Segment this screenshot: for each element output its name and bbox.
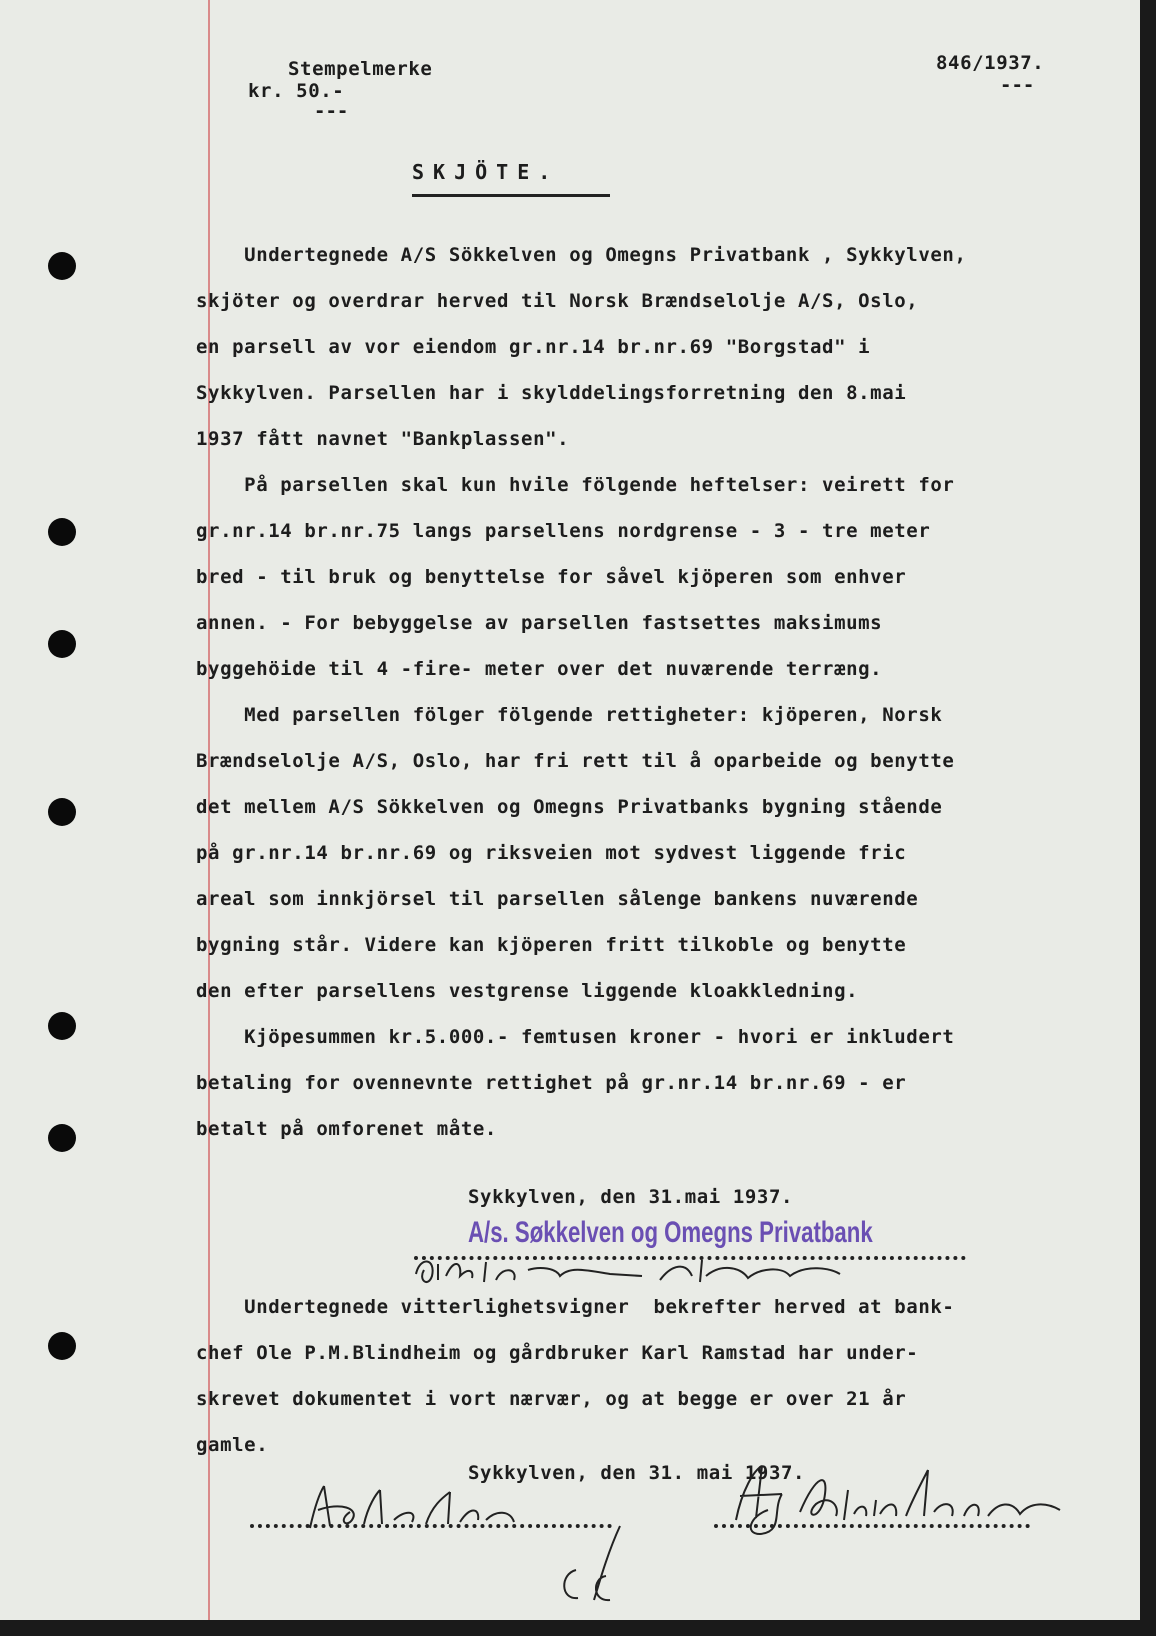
witness-signature-right bbox=[720, 1460, 1100, 1540]
body-line: gr.nr.14 br.nr.75 langs parsellens nordgrense - 3 - tre meter bbox=[196, 520, 931, 542]
witness-line: chef Ole P.M.Blindheim og gårdbruker Karl Ramstad har under- bbox=[196, 1342, 919, 1364]
punch-hole bbox=[48, 1332, 76, 1360]
body-line: det mellem A/S Sökkelven og Omegns Privatbanks bygning stående bbox=[196, 796, 943, 818]
body-line: bred - til bruk og benyttelse for såvel kjöperen som enhver bbox=[196, 566, 907, 588]
body-line: På parsellen skal kun hvile fölgende heftelser: veirett for bbox=[196, 474, 955, 496]
body-line: Brændselolje A/S, Oslo, har fri rett til å oparbeide og benytte bbox=[196, 750, 955, 772]
body-line: Med parsellen fölger fölgende rettigheter: kjöperen, Norsk bbox=[196, 704, 943, 726]
punch-hole bbox=[48, 252, 76, 280]
body-line: den efter parsellens vestgrense liggende kloakkledning. bbox=[196, 980, 859, 1002]
punch-hole bbox=[48, 1012, 76, 1040]
body-line: areal som innkjörsel til parsellen sålenge bankens nuværende bbox=[196, 888, 919, 910]
body-line: Sykkylven. Parsellen har i skylddelingsforretning den 8.mai bbox=[196, 382, 907, 404]
body-line: betalt på omforenet måte. bbox=[196, 1118, 497, 1140]
punch-hole bbox=[48, 630, 76, 658]
body-line: Kjöpesummen kr.5.000.- femtusen kroner - hvori er inkludert bbox=[196, 1026, 955, 1048]
signature-line-1 bbox=[414, 1256, 966, 1260]
witness-line: gamle. bbox=[196, 1434, 269, 1456]
body-line: byggehöide til 4 -fire- meter over det nuværende terræng. bbox=[196, 658, 883, 680]
stamp-dashes: --- bbox=[314, 100, 349, 122]
body-line: annen. - For bebyggelse av parsellen fastsettes maksimums bbox=[196, 612, 883, 634]
place-date-1: Sykkylven, den 31.mai 1937. bbox=[468, 1186, 794, 1208]
body-line: bygning står. Videre kan kjöperen fritt tilkoble og benytte bbox=[196, 934, 907, 956]
body-line: skjöter og overdrar herved til Norsk Brændselolje A/S, Oslo, bbox=[196, 290, 919, 312]
stamp-value: kr. 50.- bbox=[248, 80, 345, 102]
punch-hole bbox=[48, 1124, 76, 1152]
punch-hole bbox=[48, 798, 76, 826]
bank-stamp: A/s. Søkkelven og Omegns Privatbank bbox=[468, 1216, 873, 1249]
body-line: en parsell av vor eiendom gr.nr.14 br.nr.69 "Borgstad" i bbox=[196, 336, 871, 358]
body-line: 1937 fått navnet "Bankplassen". bbox=[196, 428, 570, 450]
witness-signature-line-right bbox=[714, 1524, 1030, 1528]
handwritten-mark bbox=[548, 1520, 648, 1610]
witness-line: skrevet dokumentet i vort nærvær, og at begge er over 21 år bbox=[196, 1388, 907, 1410]
place-date-2: Sykkylven, den 31. mai 1937. bbox=[468, 1462, 806, 1484]
stamp-label: Stempelmerke bbox=[288, 58, 433, 80]
document-number: 846/1937. bbox=[936, 52, 1045, 74]
witness-line: Undertegnede vitterlighetsvigner bekrefter herved at bank- bbox=[196, 1296, 955, 1318]
title-underline bbox=[412, 194, 610, 197]
punch-hole bbox=[48, 518, 76, 546]
document-number-dashes: --- bbox=[1000, 74, 1035, 96]
document-title: SKJÖTE. bbox=[412, 160, 560, 184]
body-line: Undertegnede A/S Sökkelven og Omegns Privatbank , Sykkylven, bbox=[196, 244, 967, 266]
body-line: på gr.nr.14 br.nr.69 og riksveien mot sydvest liggende fric bbox=[196, 842, 907, 864]
body-line: betaling for ovennevnte rettighet på gr.nr.14 br.nr.69 - er bbox=[196, 1072, 907, 1094]
handwritten-signature-1 bbox=[410, 1246, 890, 1292]
witness-signature-left bbox=[300, 1480, 570, 1540]
